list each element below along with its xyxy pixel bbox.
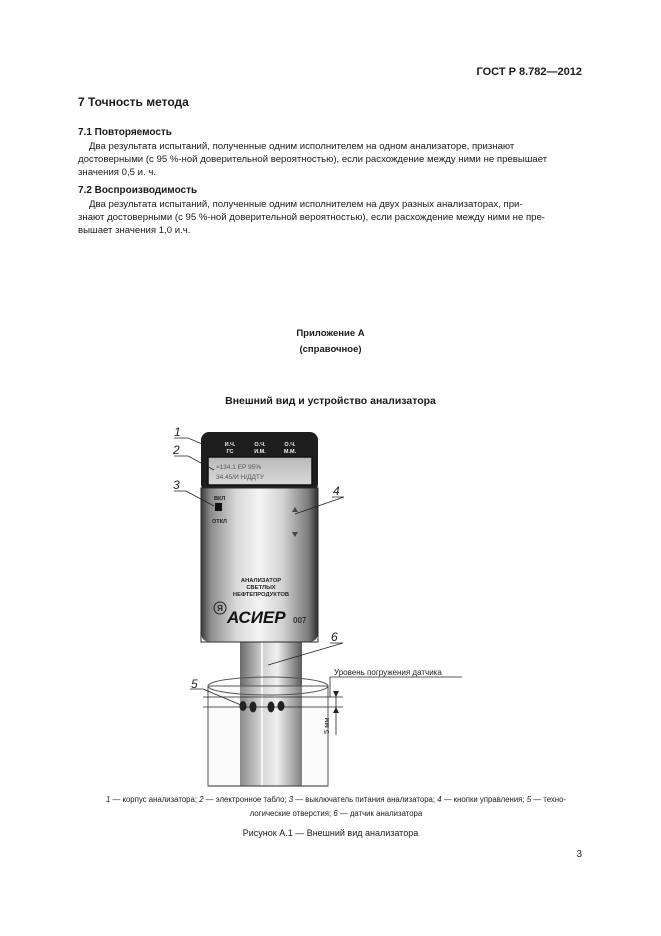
legend-line-2: логические отверстия; 6 — датчик анализатора [249, 809, 423, 818]
paragraph-line: значения 0,5 и. ч. [78, 167, 157, 178]
switch-on-label: ВКЛ [214, 496, 226, 502]
callout-5: 5 [191, 677, 198, 691]
device-name-line-1: АНАЛИЗАТОР [240, 578, 282, 584]
immersion-level-label: Уровень погружения датчика [334, 668, 442, 677]
paragraph-line: Два результата испытаний, полученные одним исполнителем на одном анализаторе, признают [89, 141, 515, 152]
brand-mark: Я [217, 604, 223, 613]
brand-name: АСИЕР [227, 608, 286, 627]
paragraph-line: вышает значения 1,0 и.ч. [78, 225, 191, 236]
callout-6: 6 [331, 630, 338, 644]
label-gs: ГС [226, 449, 234, 455]
switch-off-label: ОТКЛ [212, 519, 227, 525]
electronic-display [208, 457, 312, 485]
display-line-1: ≈134.1 ЕР 95% [216, 464, 262, 471]
label-ich: И.Ч. [224, 442, 236, 448]
label-och-im: О.Ч. [254, 442, 266, 448]
callout-4: 4 [333, 484, 340, 498]
callout-1: 1 [174, 425, 181, 439]
document-code: ГОСТ Р 8.782—2012 [476, 66, 582, 78]
page-number: 3 [576, 849, 582, 860]
paragraph-line: знают достоверными (с 95 %-ной доверительной вероятностью), если расхождение между ними не пре- [78, 212, 546, 223]
appendix-title: Приложение А [296, 328, 365, 339]
figure-caption: Рисунок А.1 — Внешний вид анализатора [242, 828, 419, 838]
display-line-2: 34.45/И Н/ДДТУ [216, 474, 264, 481]
subsection-title-repeatability: 7.1 Повторяемость [78, 127, 172, 138]
paragraph-line: достоверными (с 95 %-ной доверительной вероятностью), если расхождение между ними не превышает [78, 154, 548, 165]
label-och-mm: О.Ч. [284, 442, 296, 448]
label-mm: М.М. [283, 449, 297, 455]
dimension-label: 5 мм [322, 717, 331, 734]
brand-model: 007 [293, 616, 307, 625]
beaker [208, 677, 328, 786]
legend-line-1: 1 — корпус анализатора; 2 — электронное табло; 3 — выключатель питания анализатора; 4 — кнопки управления; 5 — техно- [105, 795, 567, 804]
paragraph-line: Два результата испытаний, полученные одним исполнителем на двух разных анализаторах, при- [89, 199, 523, 210]
figure-title: Внешний вид и устройство анализатора [225, 395, 436, 407]
subsection-title-reproducibility: 7.2 Воспроизводимость [78, 185, 198, 196]
figure-legend [46, 793, 626, 821]
callout-2: 2 [173, 443, 180, 457]
appendix-subtitle: (справочное) [299, 344, 362, 355]
label-im: И.М. [254, 449, 266, 455]
device-name-line-2: СВЕТЛЫХ [246, 585, 276, 591]
section-title: 7 Точность метода [78, 95, 189, 109]
callout-3: 3 [173, 478, 180, 492]
device-name-line-3: НЕФТЕПРОДУКТОВ [232, 592, 290, 598]
